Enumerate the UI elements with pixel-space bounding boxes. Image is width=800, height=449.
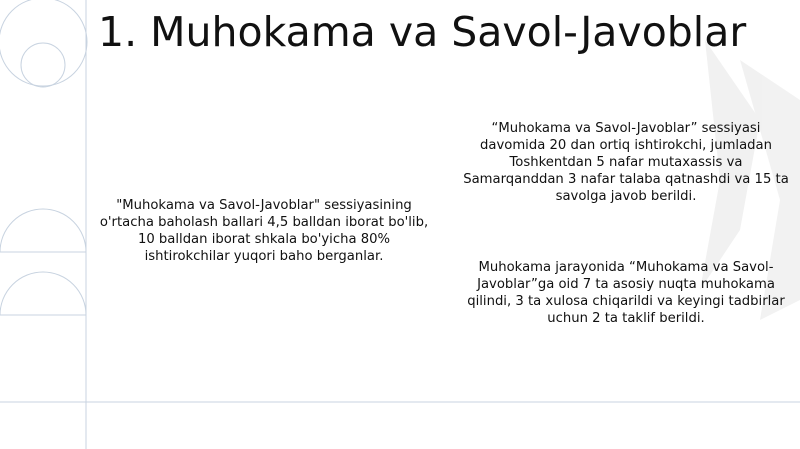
slide-title: 1. Muhokama va Savol-Javoblar [98,8,747,56]
paragraph-participants: “Muhokama va Savol-Javoblar” sessiyasi davomida 20 dan ortiq ishtirokchi, jumladan Toshkentdan 5 nafar mutaxassis va Samarqanddan 3 nafar talaba qatnashdi va 15 ta savolga javob berildi. [463,121,789,204]
paragraph-rating: "Muhokama va Savol-Javoblar" sessiyasining o'rtacha baholash ballari 4,5 balldan iborat bo'lib, 10 balldan iborat shkala bo'yicha 80% ishtirokchilar yuqori baho berganlar. [99,198,429,264]
paragraph-discussion: Muhokama jarayonida “Muhokama va Savol-Javoblar”ga oid 7 ta asosiy nuqta muhokama qilindi, 3 ta xulosa chiqarildi va keyingi tadbirlar uchun 2 ta taklif berildi. [467,260,785,326]
